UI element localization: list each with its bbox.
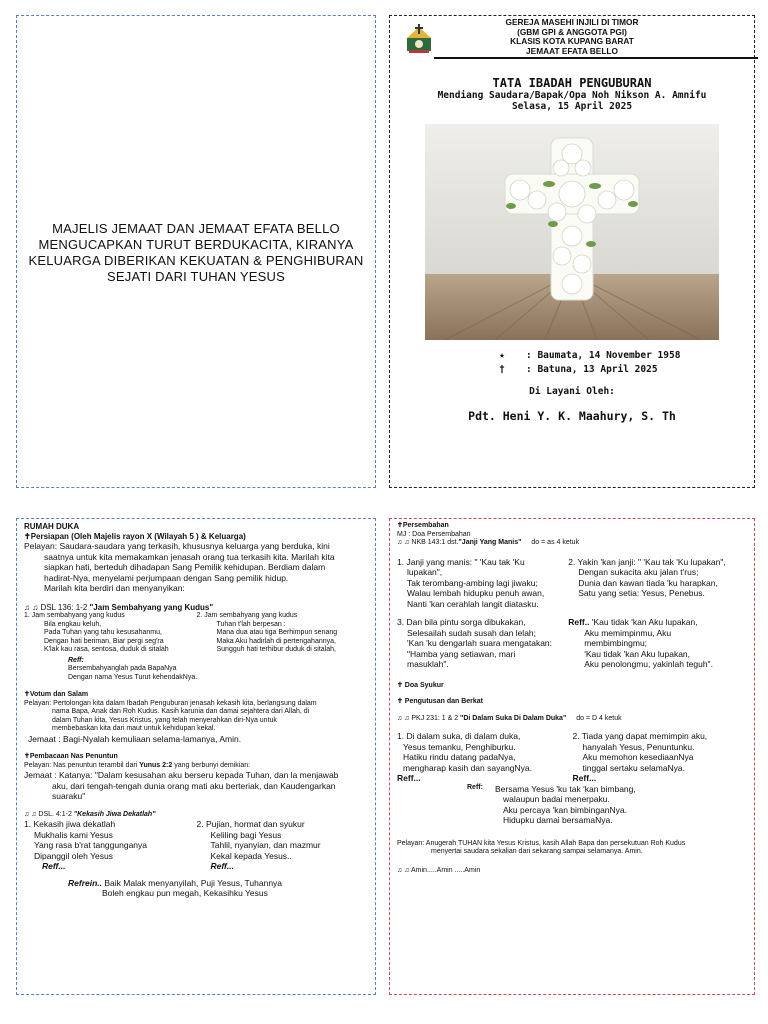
offering-line: MJ : Doa Persembahan (397, 530, 471, 538)
preparation-text: Pelayan: Saudara-saudara yang terkasih, khususnya keluarga yang berduka, kini saatnya untuk kita memakamkan jenasah orang tua terkasih kita. Marilah kita siapkan hati, berteduh dihadapan Sang Pemilik kehidupan. Berdiam dalam hadirat-Nya, menyelami perjumpaan dengan Sang pemilik hidup. Marilah kita berdiri dan menyanyikan: (24, 541, 335, 594)
song-verse-1: 1. Janji yang manis: " 'Kau tak 'Ku lupakan", Tak terombang-ambing lagi jiwaku; Walau lembah hidupku penuh awan, Nanti 'kan cerahlah langit diatasku. (397, 556, 545, 609)
song-verses (397, 557, 748, 610)
service-subtitle: Mendiang Saudara/Bapak/Opa Noh Nikson A. Amnifu Selasa, 15 April 2025 (390, 90, 754, 112)
star-icon: ★ (499, 350, 505, 361)
header-divider (434, 57, 758, 59)
blessing-text: Pelayan: Anugerah TUHAN kita Yesus Kristus, kasih Allah Bapa dan persekutuan Roh Kudus menyertai saudara sekalian dari sekarang sampai selamanya. Amin. (397, 839, 686, 855)
condolence-message: MAJELIS JEMAAT DAN JEMAAT EFATA BELLO MENGUCAPKAN TURUT BERDUKACITA, KIRANYA KELUARGA DIBERIKAN KEKUATAN & PENGHIBURAN SEJATI DARI TUHAN YESUS (28, 221, 364, 284)
song-refrain: Reff.. 'Kau tidak 'kan Aku lupakan, Aku memimpinmu, Aku membimbingmu; 'Kau tidak 'kan Aku lupakan, Aku penolongmu, yakinlah teguh". (568, 617, 713, 669)
served-by-label: Di Layani Oleh: (529, 386, 615, 397)
song-refrain: Reff: Bersembahyanglah pada BapaNya Dengan nama Yesus Turut kehendakNya. (68, 656, 198, 681)
liturgy-text-2 (397, 522, 748, 875)
liturgy-panel-2 (389, 518, 755, 995)
pastor-name: Pdt. Heni Y. K. Maahury, S. Th (468, 409, 676, 423)
birth-row: ★ : Baumata, 14 November 1958 (478, 349, 680, 363)
song-verses (397, 617, 748, 670)
votum-text: Pelayan: Pertolongan kita dalam Ibadah Penguburan jenasah kekasih kita, berlangsung dalam nama Bapa, Anak dan Roh Kudus. Kasih karunia dan damai sejahtera dari Allah, di dalam Tuhan kita, Yesus Kristus, yang telah menyerahkan diri-Nya untuk membebaskan kita dari maut untuk kehidupan kekal. (24, 699, 317, 733)
song-refrain: Refrein.. Baik Malak menyanyilah, Puji Yesus, Tuhannya Boleh engkau pun megah, Kekasihku Yesus (68, 877, 283, 899)
song-heading: ♫ ♫ PKJ 231: 1 & 2 "Di Dalam Suka Di Dalam Duka" do = D 4 ketuk (397, 714, 622, 722)
reading-text: Jemaat : Katanya: "Dalam kesusahan aku berseru kepada Tuhan, dan la menjawab aku, dari tengah-tengah dunia orang mati aku berteriak, dan Kaudengarkan suaraku" (24, 770, 339, 802)
song-heading: ♫ ♫ DSL. 4:1-2 "Kekasih Jiwa Dekatlah" (24, 810, 156, 818)
song-verse-3: 3. Dan bila pintu sorga dibukakan, Selesailah sudah susah dan lelah; 'Kan 'ku dengarlah suara mengatakan: "Hamba yang setiawan, mari masuklah". (397, 617, 553, 669)
reading-intro: Pelayan: Nas penuntun terambil dari Yunus 2:2 yang berbunyi demikian: (24, 761, 251, 769)
section-title: ✝Persembahan (397, 522, 449, 529)
condolence-panel (16, 15, 376, 488)
song-heading: ♫ ♫ DSL 136: 1-2 "Jam Sembahyang yang Kudus" (24, 602, 214, 612)
service-date: Selasa, 15 April 2025 (511, 101, 633, 112)
song-verse-2: 2. Tiada yang dapat memimpin aku, hanyalah Yesus, Penuntunku. Aku memohon kesediaanNya tinggal sertaku selamaNya. Reff... (572, 731, 708, 783)
song-verses (397, 731, 748, 784)
song-verse-1: 1. Jam sembahyang yang kudus Bila engkau keluh, Pada Tuhan yang tahu kesusahanmu, Dengan hati beriman, Biar pergi seg'ra K'lak kau rasa, sentosa, duduk di sitalah (24, 612, 169, 654)
service-title: TATA IBADAH PENGUBURAN (492, 76, 652, 90)
section-title: ✝Votum dan Salam (24, 691, 89, 699)
song-verse-1: 1. Di dalam suka, di dalam duka, Yesus temanku, Penghiburku. Hatiku rindu datang padaNya, mengharap kasih dan sayangNya. Reff... (397, 731, 532, 783)
section-title: ✝ Pengutusan dan Berkat (397, 698, 483, 705)
section-title: ✝Pembacaan Nas Penuntun (24, 753, 118, 761)
death-row: † : Batuna, 13 April 2025 (478, 363, 680, 377)
liturgy-text-1 (24, 522, 369, 899)
section-heading: RUMAH DUKA (24, 522, 80, 531)
song-verse-1: 1. Kekasih jiwa dekatlah Mukhalis kami Yesus Yang rasa b'rat tanggunganya Dipanggil oleh Yesus Reff... (24, 819, 147, 872)
song-verses (24, 612, 369, 655)
song-refrain: Reff: Bersama Yesus 'ku tak 'kan bimbang, walaupun badai menerpaku. Aku percaya 'kan bimbinganNya. Hidupku damai bersamaNya. (467, 783, 636, 825)
amin-line: ♫ ♫ Amin.....Amin .....Amin (397, 866, 481, 874)
section-title: ✝Persiapan (Oleh Majelis rayon X (Wilayah 5 ) & Keluarga) (24, 531, 246, 541)
song-verse-2: 2. Yakin 'kan janji: " 'Kau tak 'Ku lupakan", Dengan sukacita aku jalan t'rus; Dunia dan kawan tiada 'ku harapkan, Satu yang setia: Yesus, Penebus. (568, 556, 726, 598)
cover-panel (389, 15, 755, 488)
votum-response: Jemaat : Bagi-Nyalah kemuliaan selama-lamanya, Amin. (28, 733, 242, 744)
cross-icon: † (499, 364, 505, 375)
song-verses (24, 819, 369, 872)
flower-cross-image (425, 124, 719, 340)
song-heading: ♫ ♫ NKB 143:1 dst."Janji Yang Manis" do = as 4 ketuk (397, 539, 580, 546)
section-title: ✝ Doa Syukur (397, 681, 444, 689)
church-header: GEREJA MASEHI INJILI DI TIMOR (GBM GPI & ANGGOTA PGI) KLASIS KOTA KUPANG BARAT JEMAAT EFATA BELLO (505, 17, 639, 56)
life-dates (478, 349, 680, 377)
song-verse-2: 2. Pujian, hormat dan syukur Keliling bagi Yesus Tahlil, nyanyian, dan mazmur Kekal kepada Yesus.. Reff... (196, 819, 321, 872)
liturgy-panel-1 (16, 518, 376, 995)
song-verse-2: 2. Jam sembahyang yang kudus Tuhan t'lah berpesan : Mana dua atau tiga Berhimpun senang Maka Aku hadirlah di pertengahannya, Sungguh hati terhibur duduk di sitalah, (196, 612, 338, 654)
